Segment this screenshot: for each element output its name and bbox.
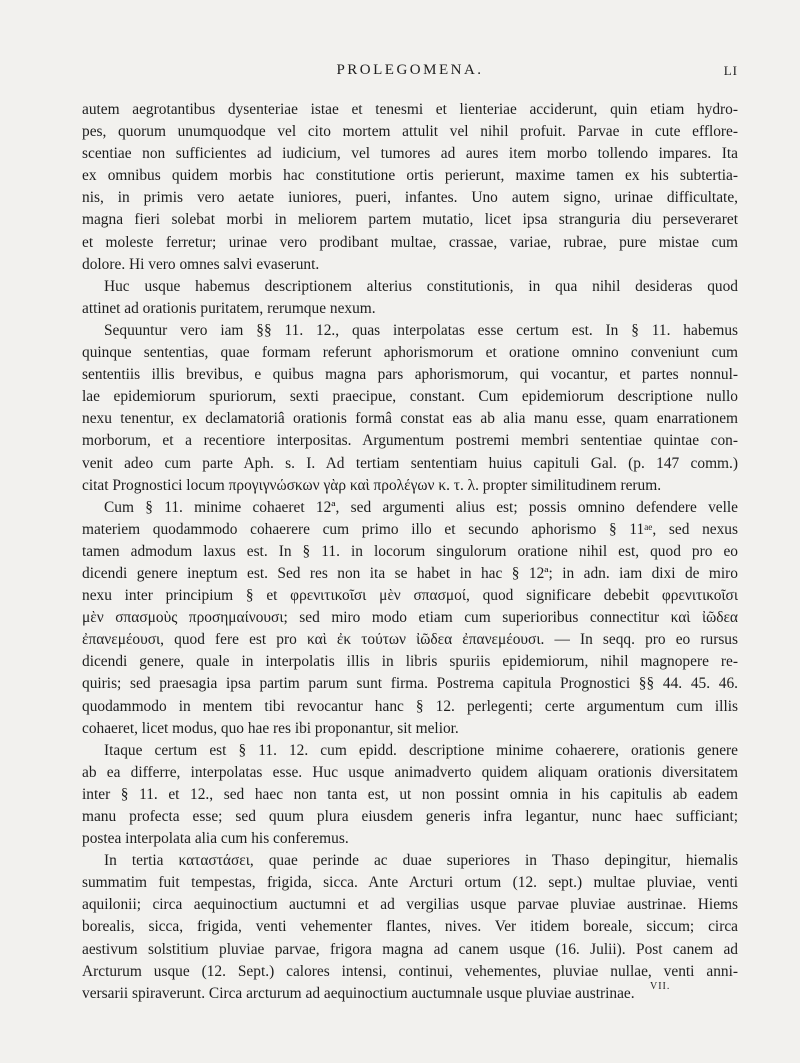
text-line: ab ea differre, interpolatas esse. Huc usque animadverto quidem aliquam orationis diversitatem [82,763,738,781]
text-line: Itaque certum est § 11. 12. cum epidd. descriptione minime cohaerere, orationis genere [104,741,738,759]
text-line: pes, quorum unumquodque vel cito mortem attulit vel nihil profuit. Parvae in cute efflore- [82,123,738,141]
text-line: ex omnibus quidem morbis hac constitutione ortis perierunt, maxime tamen ex his subtertia- [82,167,738,185]
text-line: Arcturum usque (12. Sept.) calores intensi, continui, vehementes, pluviae nullae, venti anni- [82,962,738,980]
text-line: dicendi genere ineptum est. Sed res non ita se habet in hac § 12ª; in adn. iam dixi de miro [82,564,738,582]
body-text [82,99,738,1005]
text-line: Huc usque habemus descriptionem alterius constitutionis, in qua nihil desideras quod [104,277,738,295]
text-line: cohaeret, licet modus, quo hae res ibi proponantur, sit melior. [82,719,459,737]
text-line: aquilonii; circa aequinoctium auctumni et ad vergilias usque parvae pluviae austrinae. Hiems [82,896,738,914]
text-line: et moleste ferretur; urinae vero prodibant multae, crassae, variae, rubrae, pure mistae cum [82,233,738,251]
text-line: manu profecta esse; sed quum plura eiusdem generis infra legantur, nunc haec sufficiant; [82,808,738,825]
text-line: magna fieri solebat morbi in meliorem partem mutatio, licet ipsa stranguria diu perseveraret [82,211,738,229]
text-line: lae epidemiorum spuriorum, sexti praecipue, constant. Cum epidemiorum descriptione nullo [82,388,738,406]
text-line: autem aegrotantibus dysenteriae istae et tenesmi et lienteriae acciderunt, quin etiam hydro- [82,101,738,118]
text-line: In tertia καταστάσει, quae perinde ac duae superiores in Thaso depingitur, hiemalis [104,852,738,870]
text-line: Sequuntur vero iam §§ 11. 12., quas interpolatas esse certum est. In § 11. habemus [104,321,738,339]
text-line: summatim fuit tempestas, frigida, sicca. Ante Arcturi ortum (12. sept.) multae pluviae, venti [82,874,738,892]
text-line: scentiae non sufficientes ad iudicium, vel tumores ad aures item morbo tollendo impares. Ita [82,145,738,163]
text-line: μὲν σπασμοὺς προσημαίνουσι; sed miro modo etiam cum superioribus connectitur καὶ ἰῶδεα [82,609,738,627]
text-line: tamen admodum laxus est. In § 11. in locorum singulorum oratione nihil est, quod pro eo [82,542,738,560]
text-line: inter § 11. et 12., sed haec non tanta est, ut non possint omnia in his capitulis ab eadem [82,785,738,803]
running-title: PROLEGOMENA. [336,62,484,78]
text-line: morborum, et a recentiore interpositas. Argumentum postremi membri sententiae quintae con- [82,432,738,450]
text-line: dolore. Hi vero omnes salvi evaserunt. [82,255,320,273]
text-line: dicendi genere, quale in interpolatis illis in libris spuriis epidemiorum, nihil magnopere re- [82,653,738,671]
page-header [82,62,738,84]
signature-mark: VII. [650,981,671,992]
text-line: quodammodo in mentem tibi revocantur hanc § 12. perlegenti; certe argumentum cum illis [82,697,738,715]
text-line: versarii spiraverunt. Circa arcturum ad aequinoctium auctumnale usque pluviae austrinae. [82,984,635,1002]
text-line: nexu inter principium § et φρενιτικοῖσι μὲν σπασμοί, quod significare debebit φρενιτικοῖσι [82,587,738,605]
text-line: quinque sententias, quae formam referunt aphorismorum et oratione omnino conveniunt cum [82,344,738,362]
page-number: LI [723,63,738,78]
text-line: sententiis illis brevibus, e quibus magna pars aphorismorum, qui vocantur, et partes nonnul- [82,366,738,384]
text-line: materiem quodammodo cohaerere cum primo illo et secundo aphorismo § 11ᵃᵉ, sed nexus [82,520,738,538]
text-line: nis, in primis vero aetate iuniores, pueri, infantes. Uno autem signo, urinae difficultate, [82,189,738,207]
text-line: Cum § 11. minime cohaeret 12ª, sed argumenti alius est; possis omnino defendere velle [104,498,738,516]
text-line: nexu tenentur, ex declamatoriâ orationis formâ constat eas ab alia manu esse, quam enarrationem [82,410,738,428]
text-line: citat Prognostici locum προγιγνώσκων γὰρ καὶ προλέγων κ. τ. λ. propter similitudinem rerum. [82,476,662,494]
text-line: aestivum solstitium pluviae parvae, frigora magna ad canem usque (16. Julii). Post canem ad [82,940,738,958]
text-line: postea interpolata alia cum his conferemus. [82,830,349,848]
text-line: borealis, sicca, frigida, venti vehementer flantes, nives. Ver itidem boreale, siccum; circa [82,918,738,936]
text-line: quiris; sed praesagia ipsa partim parum sunt firma. Postrema capitula Prognostici §§ 44. 45. 46. [82,675,738,693]
text-line: ἐπανεμέουσι, quod fere est pro καὶ ἐκ τούτων ἰῶδεα ἐπανεμέουσι. — In seqq. pro eo rursus [82,631,738,649]
text-line: venit adeo cum parte Aph. s. I. Ad tertiam sententiam huius capituli Gal. (p. 147 comm.) [82,454,738,472]
text-line: attinet ad orationis puritatem, rerumque nexum. [82,299,376,317]
